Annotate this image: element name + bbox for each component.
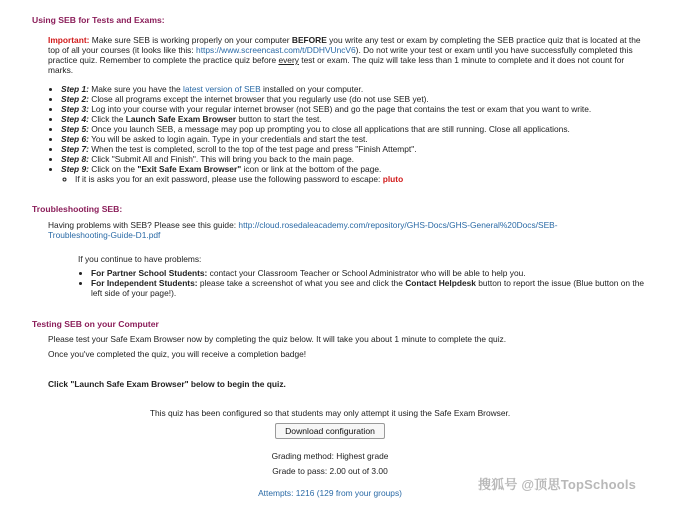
important-paragraph: Important: Make sure SEB is working properly on your computer BEFORE you write any test or exam by completing the SEB practice quiz that is located at the top of all your courses (it looks like this: https://www.screencast.com/t/DDHVUncV6). Do not write your test or exam until you have successfully completed this practice quiz. Remember to complete the practice quiz before every test or exam. The quiz will take less than 1 minute to complete and it does not count for marks. bbox=[48, 35, 641, 75]
step-9: • Step 9: Click on the "Exit Safe Exam Browser" icon or link at the bottom of the page. ◦ If it is asks you for an exit password, please use the following password to escape: pluto bbox=[61, 164, 681, 184]
download-configuration-button[interactable]: Download configuration bbox=[275, 423, 385, 439]
screencast-link[interactable]: https://www.screencast.com/t/DDHVUncV6 bbox=[196, 45, 356, 55]
launch-instruction: Click "Launch Safe Exam Browser" below to begin the quiz. bbox=[48, 379, 286, 389]
grade-to-pass: Grade to pass: 2.00 out of 3.00 bbox=[272, 466, 388, 476]
troubleshooting-heading: Troubleshooting SEB: bbox=[32, 204, 123, 214]
completion-badge-text: Once you've completed the quiz, you will receive a completion badge! bbox=[48, 349, 307, 359]
exit-password-note: ◦ If it is asks you for an exit password, please use the following password to escape: pluto bbox=[75, 174, 681, 184]
step-8: • Step 8: Click "Submit All and Finish". This will bring you back to the main page. bbox=[61, 154, 681, 164]
independent-students-item: • For Independent Students: please take a screenshot of what you see and click the Contact Helpdesk button to report the issue (Blue button on the left side of your page!). bbox=[91, 278, 651, 298]
latest-seb-link[interactable]: latest version of SEB bbox=[182, 84, 261, 94]
troubleshooting-guide: Having problems with SEB? Please see this guide: http://cloud.rosedaleacademy.com/repository/GHS-Docs/GHS-General%20Docs/SEB-Troubleshooting-Guide-D1.pdf bbox=[48, 220, 558, 240]
step-5: • Step 5: Once you launch SEB, a message may pop up prompting you to close all applications that are still running. Close all applications. bbox=[61, 124, 681, 134]
seb-steps-list bbox=[48, 84, 681, 184]
troubleshooting-guide-link[interactable]: http://cloud.rosedaleacademy.com/repository/GHS-Docs/GHS-General%20Docs/SEB-Troubleshooting-Guide-D1.pdf bbox=[48, 220, 558, 240]
step-3: • Step 3: Log into your course with your regular internet browser (not SEB) and go the page that contains the test or exam that you want to write. bbox=[61, 104, 681, 114]
attempts-link[interactable]: Attempts: 1216 (129 from your groups) bbox=[258, 488, 402, 498]
grading-method: Grading method: Highest grade bbox=[271, 451, 389, 461]
step-6: • Step 6: You will be asked to login again. Type in your credentials and start the test. bbox=[61, 134, 681, 144]
important-label: Important: bbox=[48, 35, 90, 45]
step-7: • Step 7: When the test is completed, scroll to the top of the test page and press "Finish Attempt". bbox=[61, 144, 681, 154]
testing-intro: Please test your Safe Exam Browser now by completing the quiz below. It will take you about 1 minute to complete the quiz. bbox=[48, 334, 507, 344]
exit-password: pluto bbox=[382, 174, 404, 184]
using-seb-heading: Using SEB for Tests and Exams: bbox=[32, 15, 165, 25]
help-list bbox=[78, 268, 651, 298]
quiz-configured-text: This quiz has been configured so that students may only attempt it using the Safe Exam Browser. bbox=[149, 408, 511, 418]
testing-seb-heading: Testing SEB on your Computer bbox=[32, 319, 159, 329]
continue-problems-text: If you continue to have problems: bbox=[78, 254, 202, 264]
step-1: • Step 1: Make sure you have the latest version of SEB installed on your computer. bbox=[61, 84, 681, 94]
step-2: • Step 2: Close all programs except the internet browser that you regularly use (do not use SEB yet). bbox=[61, 94, 681, 104]
watermark: 搜狐号 @顶思TopSchools bbox=[478, 477, 637, 492]
step-4: • Step 4: Click the Launch Safe Exam Browser button to start the test. bbox=[61, 114, 681, 124]
partner-school-item: • For Partner School Students: contact your Classroom Teacher or School Administrator who will be able to help you. bbox=[91, 268, 651, 278]
